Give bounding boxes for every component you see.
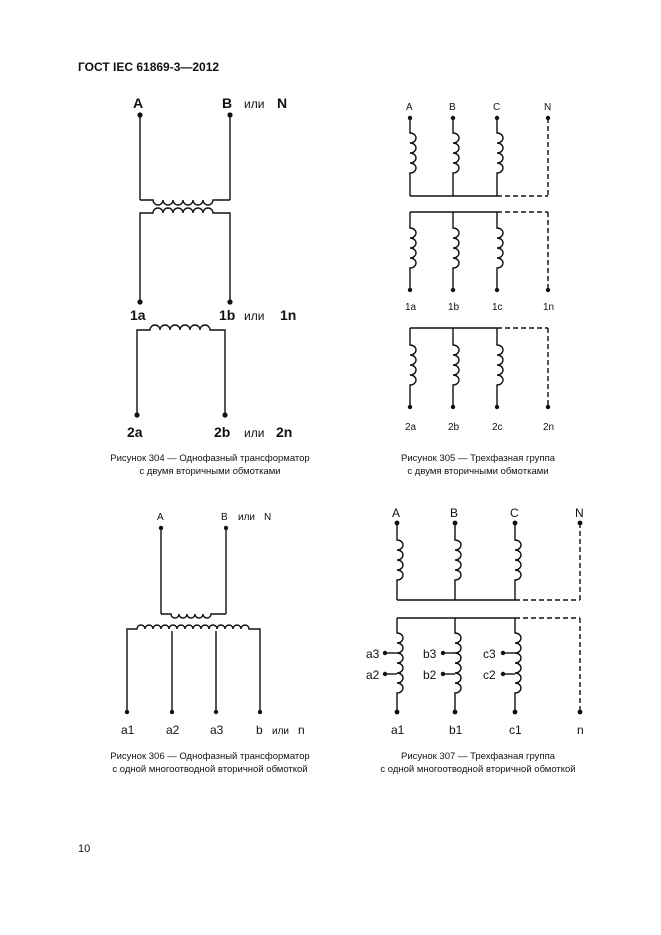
fig306-label-a1: a1 (121, 723, 135, 737)
fig304-label-1b: 1b (219, 307, 236, 323)
fig304-label-ili-2: или (244, 309, 265, 323)
fig304-caption (80, 452, 340, 478)
fig304-label-B: B (222, 95, 233, 111)
fig305-caption (348, 452, 608, 478)
fig304-label-A: A (133, 95, 144, 111)
fig304-caption-line2: с двумя вторичными обмотками (139, 466, 281, 477)
fig306-label-b: b (256, 723, 263, 737)
fig307-label-C: C (510, 506, 519, 520)
fig305-caption-line1: Рисунок 305 — Трехфазная группа (401, 453, 555, 464)
fig305-label-B: B (449, 102, 456, 113)
fig307-label-c3: c3 (483, 647, 496, 661)
fig306-label-B: B (221, 512, 228, 523)
fig307-label-b2: b2 (423, 668, 437, 682)
fig305-caption-line2: с двумя вторичными обмотками (407, 466, 549, 477)
fig307-label-a1: a1 (391, 723, 405, 737)
fig305-label-2n: 2n (543, 422, 555, 433)
fig304-caption-line1: Рисунок 304 — Однофазный трансформатор (110, 453, 310, 464)
fig306-caption-line1: Рисунок 306 — Однофазный трансформатор (110, 751, 310, 762)
fig306-label-a2: a2 (166, 723, 180, 737)
fig307-label-A: A (392, 506, 401, 520)
fig306-caption (80, 750, 340, 776)
fig305-label-N: N (544, 102, 552, 113)
fig306-label-A: A (157, 512, 164, 523)
fig305-label-2b: 2b (448, 422, 460, 433)
fig306-label-ili: или (238, 512, 256, 523)
fig306-label-n: n (298, 723, 305, 737)
figure-304-diagram (137, 115, 230, 415)
fig304-label-2n: 2n (276, 424, 293, 440)
figure-306-diagram (127, 528, 260, 712)
document-header: ГОСТ IEC 61869-3—2012 (78, 60, 220, 74)
fig305-label-1a: 1a (405, 302, 417, 313)
fig307-label-N: N (575, 506, 584, 520)
fig305-label-1c: 1c (492, 302, 503, 313)
fig306-label-N: N (264, 512, 272, 523)
fig305-label-2c: 2c (492, 422, 503, 433)
fig304-label-1n: 1n (280, 307, 297, 323)
fig307-label-a3: a3 (366, 647, 380, 661)
fig306-label-ili-2: или (272, 726, 290, 737)
fig307-label-b1: b1 (449, 723, 463, 737)
fig305-label-C: C (493, 102, 501, 113)
fig304-label-1a: 1a (130, 307, 146, 323)
fig306-label-a3: a3 (210, 723, 224, 737)
fig307-label-b3: b3 (423, 647, 437, 661)
fig307-caption-line2: с одной многоотводной вторичной обмоткой (380, 764, 576, 775)
fig307-caption (348, 750, 608, 776)
fig304-label-2a: 2a (127, 424, 143, 440)
fig307-label-c2: c2 (483, 668, 496, 682)
fig307-caption-line1: Рисунок 307 — Трехфазная группа (401, 751, 555, 762)
fig307-label-c1: c1 (509, 723, 522, 737)
fig304-label-2b: 2b (214, 424, 231, 440)
fig307-label-n: n (577, 723, 584, 737)
fig307-label-B: B (450, 506, 459, 520)
figure-307-diagram (385, 523, 580, 712)
fig305-label-2a: 2a (405, 422, 417, 433)
fig304-label-ili-3: или (244, 426, 265, 440)
fig306-caption-line2: с одной многоотводной вторичной обмоткой (112, 764, 308, 775)
fig307-label-a2: a2 (366, 668, 380, 682)
fig305-label-1b: 1b (448, 302, 460, 313)
fig305-label-A: A (406, 102, 413, 113)
figure-305-diagram (410, 118, 548, 407)
fig304-label-N: N (277, 95, 288, 111)
fig305-label-1n: 1n (543, 302, 555, 313)
page-number: 10 (78, 843, 91, 855)
fig304-label-ili: или (244, 97, 265, 111)
